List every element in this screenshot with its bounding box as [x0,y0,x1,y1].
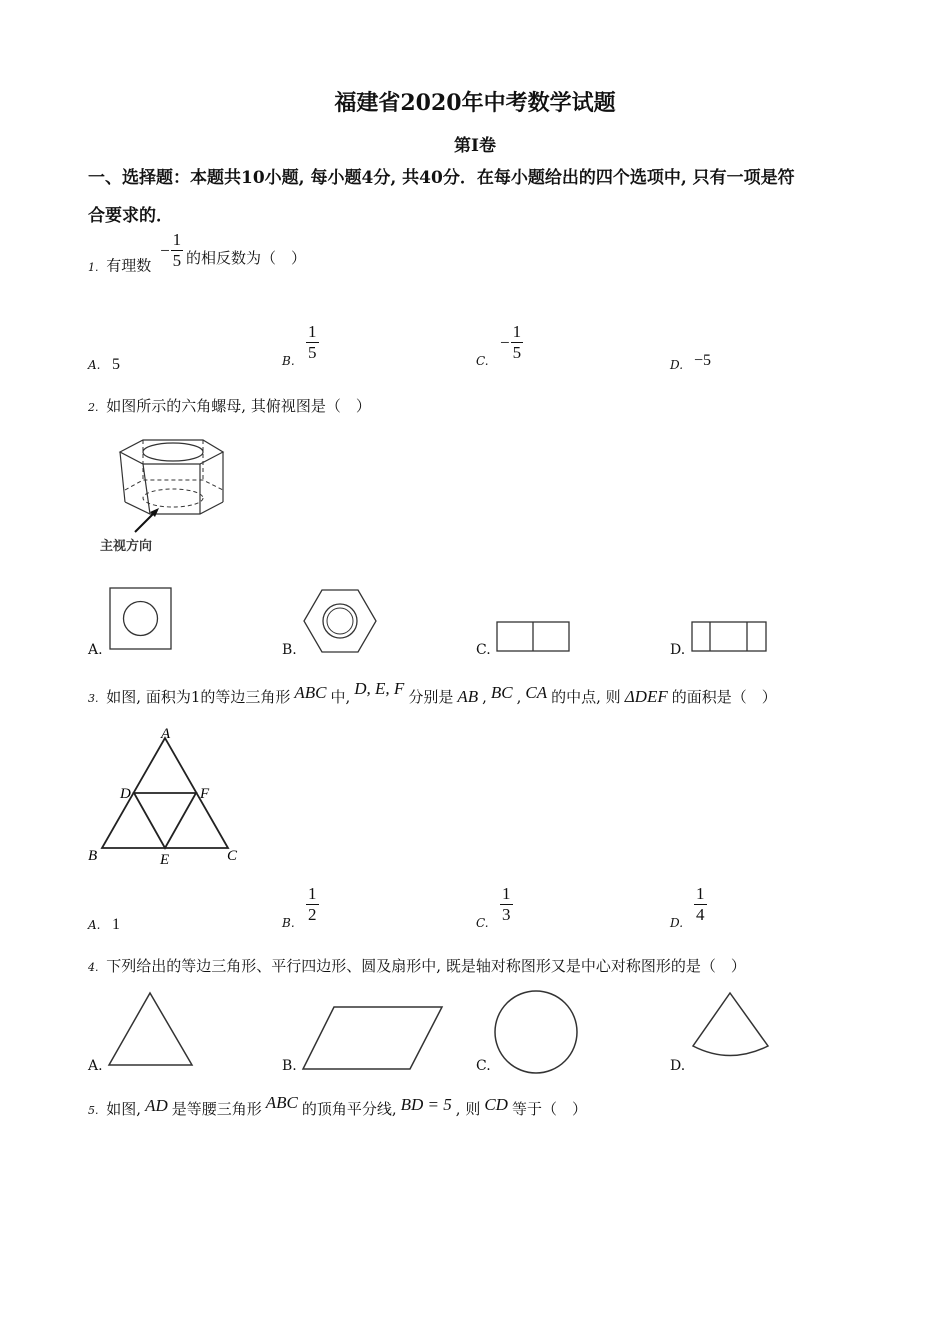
figure-caption: 主视方向 [100,539,153,554]
option-d-figure[interactable] [690,620,768,654]
question-text: 分别是 [408,688,454,706]
question-text: 有理数 [106,256,152,275]
option-d[interactable] [670,350,711,370]
question-text: 的中点, 则 [551,688,621,706]
question-text: 中, [330,688,351,706]
math-expression: CD [484,1095,508,1114]
fraction: $\frac{1}{5}$ [512,322,522,362]
option-letter: C. [476,354,489,368]
label-c: C [227,848,238,864]
question-text: 是等腰三角形 [171,1100,262,1118]
option-c-label[interactable]: C. [476,1058,491,1074]
option-a-label[interactable]: A. [88,1058,103,1074]
option-letter: D. [670,916,684,930]
fraction: $\frac{1}{5}$ [172,230,182,270]
option-a[interactable] [88,914,120,934]
option-d-label[interactable]: D. [670,1058,686,1074]
math-expression: CA [525,683,548,702]
question-text: 的相反数为（ ） [185,248,306,267]
minus-sign: − [160,240,170,260]
label-f: F [200,786,210,802]
label-b: B [88,848,98,864]
question-text: , [516,688,522,706]
page-subtitle: 第Ⅰ卷 [454,136,496,156]
fraction: $\frac{1}{5}$ [308,322,317,362]
option-a-figure[interactable] [108,586,174,652]
option-d[interactable] [670,884,707,930]
fraction: $\frac{1}{4}$ [696,884,705,924]
section-header-line2: 合要求的． [88,206,173,226]
option-b[interactable] [282,322,319,368]
equilateral-triangle-figure[interactable] [106,990,196,1068]
math-expression: BD = 5 [400,1095,452,1114]
option-letter: A. [88,358,101,372]
label-e: E [160,852,170,868]
page-title: 福建省2020年中考数学试题 [334,90,616,116]
math-expression: AB [457,687,479,706]
question-number: 1. [88,260,99,274]
option-b[interactable] [282,884,319,930]
option-a-label[interactable]: A. [88,642,103,658]
question-2 [88,395,371,416]
question-text: , [482,688,487,706]
math-expression: D, E, F [354,679,405,698]
option-letter: B. [282,354,295,368]
sector-figure[interactable] [690,990,772,1062]
question-text: 下列给出的等边三角形、平行四边形、圆及扇形中, 既是轴对称图形又是中心对称图形的是（ ） [106,957,746,975]
option-b-figure[interactable] [302,588,378,654]
question-5 [88,1093,587,1119]
option-value: 1 [112,916,120,933]
question-number: 3. [88,692,99,705]
math-expression: ABC [265,1093,298,1112]
option-value: −5 [694,352,712,369]
option-letter: C. [476,916,489,930]
triangle-def-figure [85,722,245,870]
question-text: 等于（ ） [511,1100,587,1118]
math-expression: ΔDEF [624,687,668,706]
question-text: 如图, 面积为1的等边三角形 [106,688,291,706]
question-text: 如图, [106,1100,142,1118]
question-4 [88,955,746,976]
circle-figure[interactable] [492,988,580,1076]
math-expression: AD [145,1096,168,1115]
option-b-label[interactable]: B. [282,1058,297,1074]
label-a: A [161,726,171,742]
question-3 [88,679,777,707]
question-number: 2. [88,401,99,414]
option-c[interactable] [476,884,513,930]
option-letter: A. [88,918,101,932]
math-expression: BC [490,683,513,702]
question-text: 的面积是（ ） [671,688,777,706]
option-letter: B. [282,916,295,930]
question-1 [88,230,306,287]
question-text: 如图所示的六角螺母, 其俯视图是（ ） [106,397,371,415]
question-number: 5. [88,1104,99,1117]
parallelogram-figure[interactable] [300,1004,446,1072]
option-b-label[interactable]: B. [282,642,297,658]
fraction: $\frac{1}{3}$ [502,884,511,924]
option-c-figure[interactable] [495,620,571,654]
question-number: 4. [88,961,99,974]
question-text: 的顶角平分线, [301,1100,397,1118]
option-value: 5 [112,356,120,373]
question-text: , 则 [455,1100,481,1118]
label-d: D [120,786,131,802]
math-expression: ABC [294,683,327,702]
option-c[interactable]: C.− $\frac{1}{5}$ [476,322,522,368]
option-c-label[interactable]: C. [476,642,491,658]
fraction: $\frac{1}{2}$ [308,884,317,924]
option-letter: D. [670,358,684,372]
section-header-line1: 一、选择题：本题共10小题, 每小题4分, 共40分．在每小题给出的四个选项中, 只有一项是符 [88,168,795,188]
option-a[interactable] [88,354,120,374]
option-d-label[interactable]: D. [670,642,686,658]
